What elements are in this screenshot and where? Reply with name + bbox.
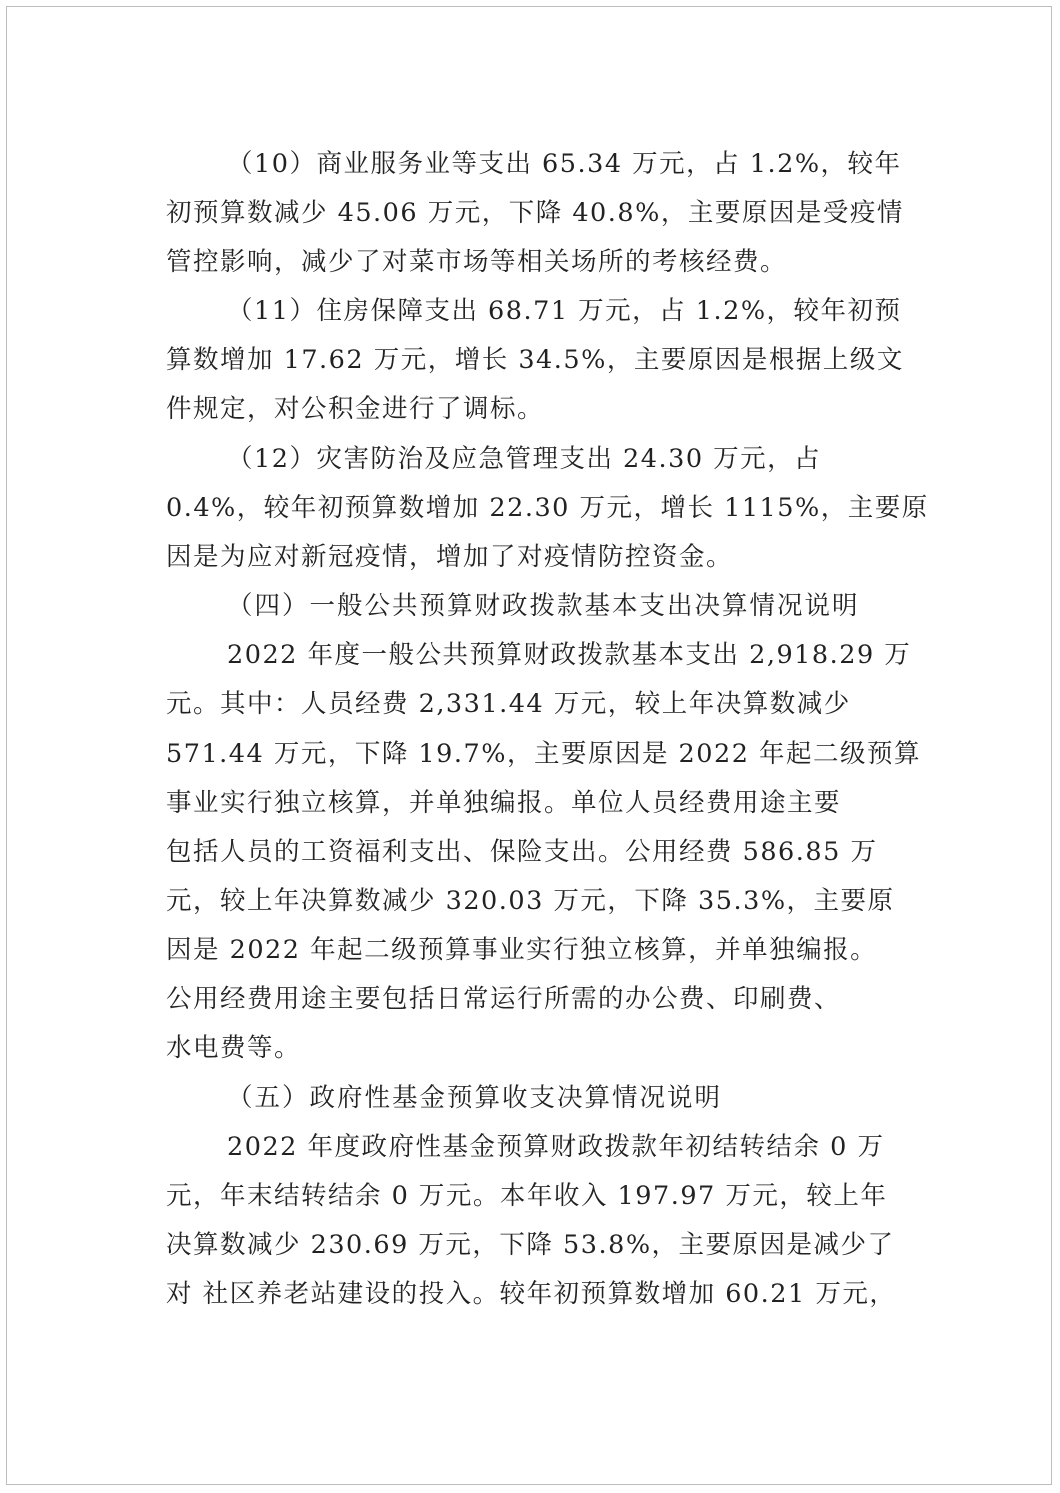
paragraph-line: 因是 2022 年起二级预算事业实行独立核算，并单独编报。 (166, 935, 878, 965)
paragraph-line: 571.44 万元，下降 19.7%，主要原因是 2022 年起二级预算 (166, 739, 922, 769)
paragraph-line: 元。其中：人员经费 2,331.44 万元，较上年决算数减少 (166, 689, 851, 719)
paragraph-line: 件规定，对公积金进行了调标。 (166, 394, 545, 424)
paragraph-line: 元，年末结转结余 0 万元。本年收入 197.97 万元，较上年 (166, 1181, 888, 1211)
paragraph-line: 0.4%，较年初预算数增加 22.30 万元，增长 1115%，主要原 (166, 493, 929, 523)
paragraph-line: 元，较上年决算数减少 320.03 万元，下降 35.3%，主要原 (166, 886, 895, 916)
paragraph-line: 因是为应对新冠疫情，增加了对疫情防控资金。 (166, 542, 734, 572)
section-heading: （四）一般公共预算财政拨款基本支出决算情况说明 (227, 591, 860, 621)
paragraph-line: 对 社区养老站建设的投入。较年初预算数增加 60.21 万元， (166, 1279, 897, 1309)
paragraph-line: 2022 年度政府性基金预算财政拨款年初结转结余 0 万 (227, 1132, 885, 1162)
paragraph-line: 初预算数减少 45.06 万元，下降 40.8%，主要原因是受疫情 (166, 198, 904, 228)
paragraph-line: 决算数减少 230.69 万元，下降 53.8%，主要原因是减少了 (166, 1230, 895, 1260)
paragraph-line: 事业实行独立核算，并单独编报。单位人员经费用途主要 (166, 788, 842, 818)
paragraph-line: 公用经费用途主要包括日常运行所需的办公费、印刷费、 (166, 984, 842, 1014)
paragraph-line: （12）灾害防治及应急管理支出 24.30 万元，占 (227, 444, 822, 474)
paragraph-line: 2022 年度一般公共预算财政拨款基本支出 2,918.29 万 (227, 640, 912, 670)
paragraph-line: 水电费等。 (166, 1033, 302, 1063)
paragraph-line: 管控影响，减少了对菜市场等相关场所的考核经费。 (166, 247, 788, 277)
paragraph-line: 包括人员的工资福利支出、保险支出。公用经费 586.85 万 (166, 837, 878, 867)
section-heading: （五）政府性基金预算收支决算情况说明 (227, 1083, 723, 1113)
paragraph-line: （11）住房保障支出 68.71 万元，占 1.2%，较年初预 (227, 296, 902, 326)
paragraph-line: 算数增加 17.62 万元，增长 34.5%，主要原因是根据上级文 (166, 345, 904, 375)
paragraph-line: （10）商业服务业等支出 65.34 万元，占 1.2%，较年 (227, 149, 902, 179)
